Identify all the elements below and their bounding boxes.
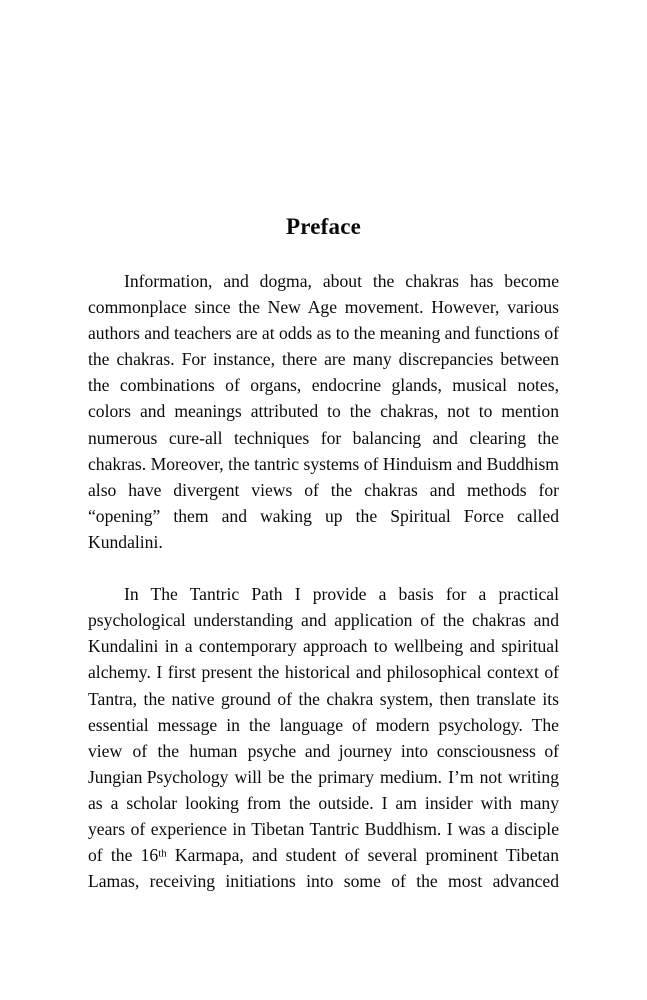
- page-title: Preface: [285, 214, 362, 239]
- paragraph-2-part-d: Karmapa, and student of several prominent Tibetan Lamas, receiving initiations into some of the most advanced: [88, 845, 559, 892]
- paragraph-2-part-a: In The Tantric Path I provide a basis for a practical psychological understanding and application of the chakras and Kundalini in a contemporary approach to wellbeing and spiritual alchemy. I first present the historical and philosophical context of Tantra, the native ground of the chakra system, then translate its essential message in the language of modern psychology. The view of the human: [88, 584, 559, 761]
- text-column: [88, 214, 559, 920]
- paragraph-1: Information, and dogma, about the chakras has become commonplace since the New Age movement. However, various authors and teachers are at odds as to the meaning and functions of the chakras. For instance, there are many discrepancies between the combinations of organs, endocrine glands, musical notes, colors and meanings attributed to the chakras, not to mention numerous cure-all techniques for balancing and clearing the chakras. Moreover, the tantric systems of Hinduism and Buddhism also have divergent views of the chakras and methods for “opening” them and waking up the Spiritual Force called Kundalini.: [88, 271, 559, 552]
- paragraph-2: [88, 581, 559, 920]
- paragraph-2-part-c: will be the primary medium. I’m not writing as a scholar looking from the outside. I am insider with many years of experience in Tibetan Tantric Buddhism. I was a disciple of the 16: [88, 766, 559, 866]
- ordinal-suffix: th: [158, 847, 167, 860]
- paragraph-2-part-b-condensed-line: psyche and journey into consciousness of Jungian Psychology: [88, 740, 559, 787]
